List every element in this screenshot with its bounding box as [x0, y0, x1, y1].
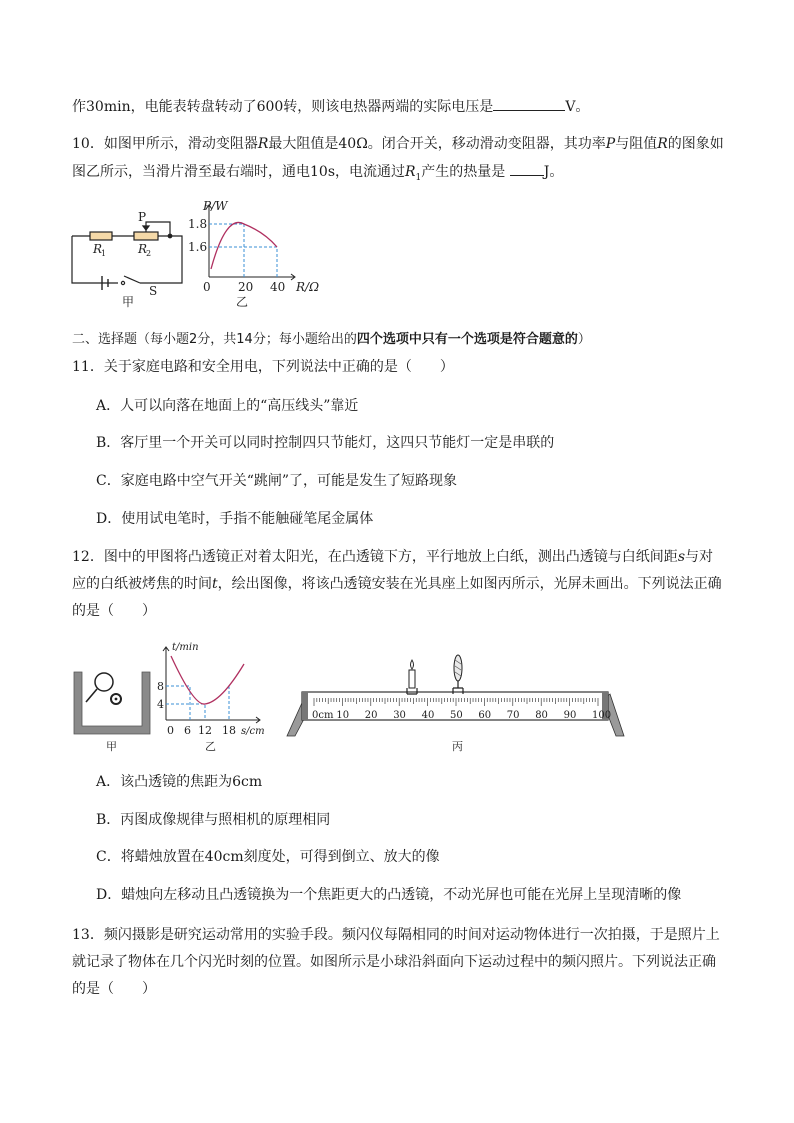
- label-r1: R: [93, 242, 103, 256]
- q12-option-a[interactable]: A．该凸透镜的焦距为6cm: [96, 774, 263, 790]
- convex-lens-icon: [453, 655, 463, 694]
- label-switch: S: [149, 284, 158, 298]
- q11-stem: 11．关于家庭电路和安全用电，下列说法中正确的是（ ）: [72, 359, 454, 375]
- q12-option-c[interactable]: C．将蜡烛放置在40cm刻度处，可得到倒立、放大的像: [96, 849, 440, 865]
- ruler-label: 60: [478, 710, 492, 721]
- ruler-label: 20: [364, 710, 378, 721]
- ts-graph: [157, 642, 265, 753]
- lens-setup-jia: [74, 672, 150, 753]
- rheostat-r2: [134, 232, 158, 240]
- label-r1-sub: 1: [101, 249, 107, 258]
- x-tick-0: 0: [167, 724, 174, 737]
- ruler-label: 50: [450, 710, 463, 721]
- y-axis-label: t/min: [172, 642, 199, 653]
- q12-line-1: 12．图中的甲图将凸透镜正对着太阳光，在凸透镜下方，平行地放上白纸，测出凸透镜与白纸间距s与对: [72, 549, 713, 565]
- q10-line-2: 图乙所示，当滑片滑至最右端时，通电10s，电流通过$R_1$产生的热量是 J。: [72, 161, 724, 188]
- caption-yi: 乙: [205, 740, 216, 753]
- caption-bing: 丙: [452, 740, 463, 753]
- label-p: P: [138, 210, 147, 224]
- optical-bench-bing: [287, 655, 624, 753]
- q12-option-d[interactable]: D．蜡烛向左移动且凸透镜换为一个焦距更大的凸透镜，不动光屏也可能在光屏上呈现清晰的像: [96, 887, 682, 903]
- y-tick-1-6: 1.6: [188, 240, 208, 254]
- ruler-label: 90: [563, 710, 577, 721]
- q11-option-d[interactable]: D．使用试电笔时，手指不能触碰笔尾金属体: [96, 511, 374, 527]
- x-axis-label: R/Ω: [296, 280, 320, 294]
- q12-figure: [66, 636, 636, 754]
- resistor-r1: [90, 232, 112, 240]
- ruler-label: 30: [393, 710, 406, 721]
- q9-unit: V。: [565, 99, 590, 115]
- y-tick-4: 4: [157, 698, 164, 711]
- label-r2: R: [138, 242, 148, 256]
- time-curve: [171, 656, 244, 704]
- answer-blank[interactable]: [493, 96, 565, 111]
- x-tick-6: 6: [184, 724, 191, 737]
- x-tick-12: 12: [198, 724, 212, 737]
- ruler-label: 0cm: [312, 710, 334, 721]
- x-tick-0: 0: [203, 280, 211, 294]
- q10-figure: [66, 196, 326, 310]
- q10-line-1: 10．如图甲所示，滑动变阻器R最大阻值是40Ω。闭合开关，移动滑动变阻器，其功率P与阻值R的图象如: [72, 136, 724, 152]
- q13-line-3: 的是（ ）: [72, 981, 156, 997]
- x-axis-label: s/cm: [241, 726, 265, 737]
- ruler-label: 40: [421, 710, 435, 721]
- circuit-diagram: [72, 222, 182, 290]
- y-tick-1-8: 1.8: [188, 217, 208, 231]
- q13-line-1: 13．频闪摄影是研究运动常用的实验手段。频闪仪每隔相同的时间对运动物体进行一次拍摄，于是照片上: [72, 927, 720, 943]
- lens-icon: [95, 673, 113, 691]
- caption-yi: 乙: [236, 295, 249, 309]
- ruler-label: 100: [592, 710, 612, 721]
- y-tick-8: 8: [157, 680, 164, 693]
- q12-line-2: 应的白纸被烤焦的时间t，绘出图像，将该凸透镜安装在光具座上如图丙所示，光屏未画出。下列说法正确: [72, 576, 722, 592]
- answer-blank[interactable]: [510, 161, 544, 176]
- q12-line-3: 的是（ ）: [72, 603, 156, 619]
- q11-option-c[interactable]: C．家庭电路中空气开关“跳闸”了，可能是发生了短路现象: [96, 473, 458, 489]
- q9-text: 作30min，电能表转盘转动了600转，则该电热器两端的实际电压是: [72, 99, 494, 115]
- ruler-label: 80: [535, 710, 548, 721]
- q12-option-b[interactable]: B．丙图成像规律与照相机的原理相同: [96, 812, 331, 828]
- ruler-label: 70: [506, 710, 520, 721]
- candle-icon: [407, 660, 417, 694]
- section-2-header: 二、选择题（每小题2分，共14分；每小题给出的四个选项中只有一个选项是符合题意的）: [72, 332, 591, 347]
- y-axis-label: P/W: [203, 199, 228, 213]
- caption-jia: 甲: [106, 740, 117, 753]
- label-r2-sub: 2: [146, 249, 152, 258]
- ruler-label: 10: [336, 710, 350, 721]
- x-tick-20: 20: [238, 280, 254, 294]
- x-tick-18: 18: [222, 724, 236, 737]
- x-tick-40: 40: [270, 280, 286, 294]
- q13-line-2: 就记录了物体在几个闪光时刻的位置。如图所示是小球沿斜面向下运动过程中的频闪照片。下列说法正确: [72, 954, 716, 970]
- pr-graph: [188, 199, 319, 309]
- q11-option-b[interactable]: B．客厅里一个开关可以同时控制四只节能灯，这四只节能灯一定是串联的: [96, 435, 555, 451]
- caption-jia: 甲: [122, 295, 135, 309]
- q9-tail: [72, 96, 724, 117]
- q11-option-a[interactable]: A．人可以向落在地面上的“高压线头”靠近: [96, 398, 359, 414]
